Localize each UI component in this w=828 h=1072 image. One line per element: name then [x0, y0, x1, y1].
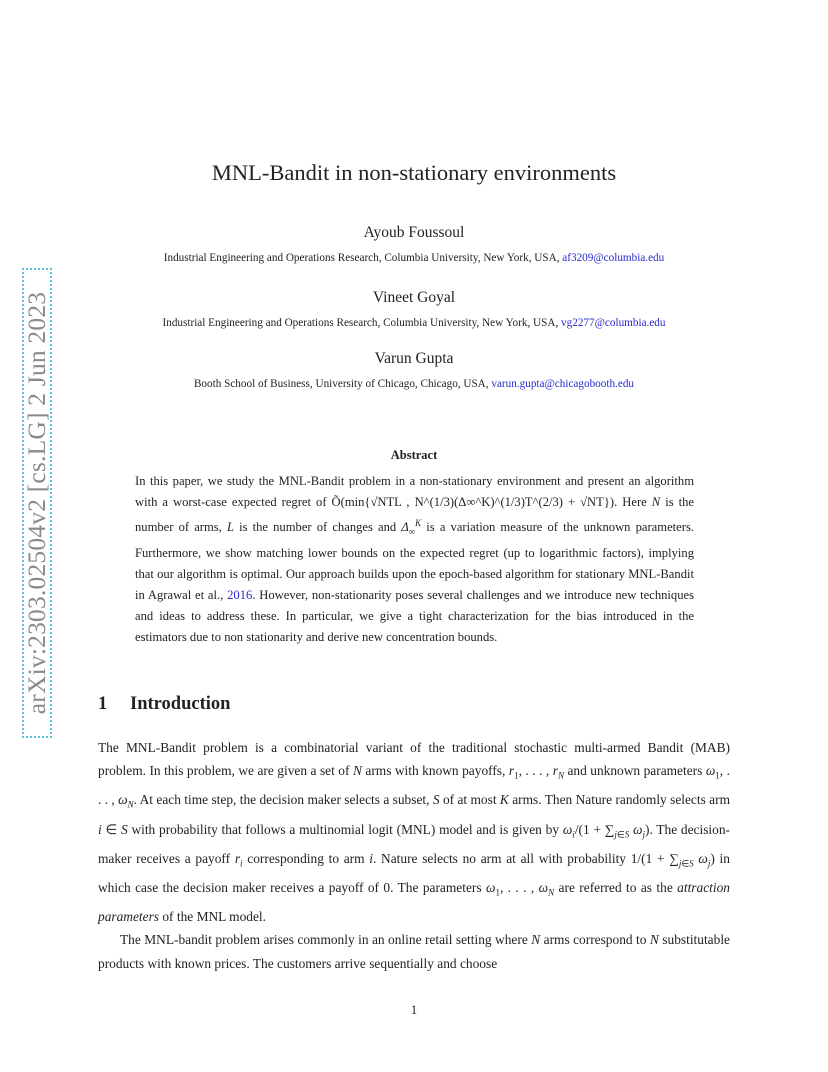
paper-title: MNL-Bandit in non-stationary environments — [211, 160, 617, 185]
author-name: Varun Gupta — [374, 350, 454, 367]
author-name: Vineet Goyal — [372, 289, 456, 306]
affiliation-text: Industrial Engineering and Operations Research, Columbia University, New York, USA, — [163, 252, 560, 264]
author-email-link[interactable]: vg2277@columbia.edu — [561, 317, 666, 329]
affiliation-text: Industrial Engineering and Operations Research, Columbia University, New York, USA, — [162, 317, 559, 329]
abstract-paragraph: In this paper, we study the MNL-Bandit problem in a non-stationary environment and present an algorithm with a worst-case expected regret of Õ(min{√NTL , N^(1/3)(Δ∞^K)^(1/3)T^(2/3) + √NT}). Here N is the number of arms, L is the number of changes and $\Delta_\infty^K$ is a variation measure of the unknown parameters. Furthermore, we show matching lower bounds on the expected regret (up to logarithmic factors), implying that our algorithm is optimal. Our approach builds upon the epoch-based algorithm for stationary MNL-Bandit in Agrawal et al., 2016. However, non-stationarity poses several challenges and we introduce new techniques and ideas to address these. In particular, we give a tight characterization for the bias introduced in the estimators due to non stationarity and derive new concentration bounds. — [135, 474, 695, 645]
regret-formula: Õ(min{√NTL , N^(1/3)(Δ∞^K)^(1/3)T^(2/3) + √NT}). — [331, 495, 618, 510]
author-affiliation — [0, 378, 828, 390]
intro-paragraph: The MNL-bandit problem arises commonly in an online retail setting where N arms correspond to N substitutable products with known prices. The customers arrive sequentially and choose — [98, 932, 730, 971]
author-affiliation — [0, 317, 828, 329]
abstract-heading: Abstract — [390, 448, 438, 462]
page-number: 1 — [410, 1002, 418, 1017]
author-name: Ayoub Foussoul — [363, 224, 465, 241]
emphasized-term: attraction parameters — [98, 879, 730, 924]
introduction-body — [98, 736, 730, 975]
arxiv-side-stamp[interactable] — [22, 268, 52, 738]
citation-link[interactable]: 2016 — [227, 588, 253, 603]
section-number: 1 — [98, 694, 108, 714]
author-affiliation — [0, 252, 828, 264]
author-email-link[interactable]: af3209@columbia.edu — [562, 252, 665, 264]
abstract-body — [135, 471, 694, 648]
intro-paragraph: The MNL-Bandit problem is a combinatorial variant of the traditional stochastic multi-armed Bandit (MAB) problem. In this problem, we are given a set of N arms with known payoffs, $r_1$, . . . , $r_N$ and unknown parameters $\omega_1$, . . . , $\omega_N$. At each time step, the decision maker selects a subset, S of at most K arms. Then Nature randomly selects arm i ∈ S with probability that follows a multinomial logit (MNL) model and is given by $\omega_i/(1 + \sum_{j\in S}$ $\omega_j$). The decision-maker receives a payoff $r_i$ corresponding to arm i. Nature selects no arm at all with probability $1/(1 + \sum_{j\in S}$ $\omega_j$) in which case the decision maker receives a payoff of 0. The parameters $\omega_1$, . . . , $\omega_N$ are referred to as the attraction parameters of the MNL model. — [98, 740, 730, 924]
arxiv-identifier: arXiv:2303.02504v2 [cs.LG] 2 Jun 2023 — [22, 291, 51, 715]
affiliation-text: Booth School of Business, University of Chicago, Chicago, USA, — [193, 378, 489, 390]
section-title: Introduction — [130, 694, 231, 714]
section-heading — [98, 694, 230, 715]
author-email-link[interactable]: varun.gupta@chicagobooth.edu — [491, 378, 635, 390]
